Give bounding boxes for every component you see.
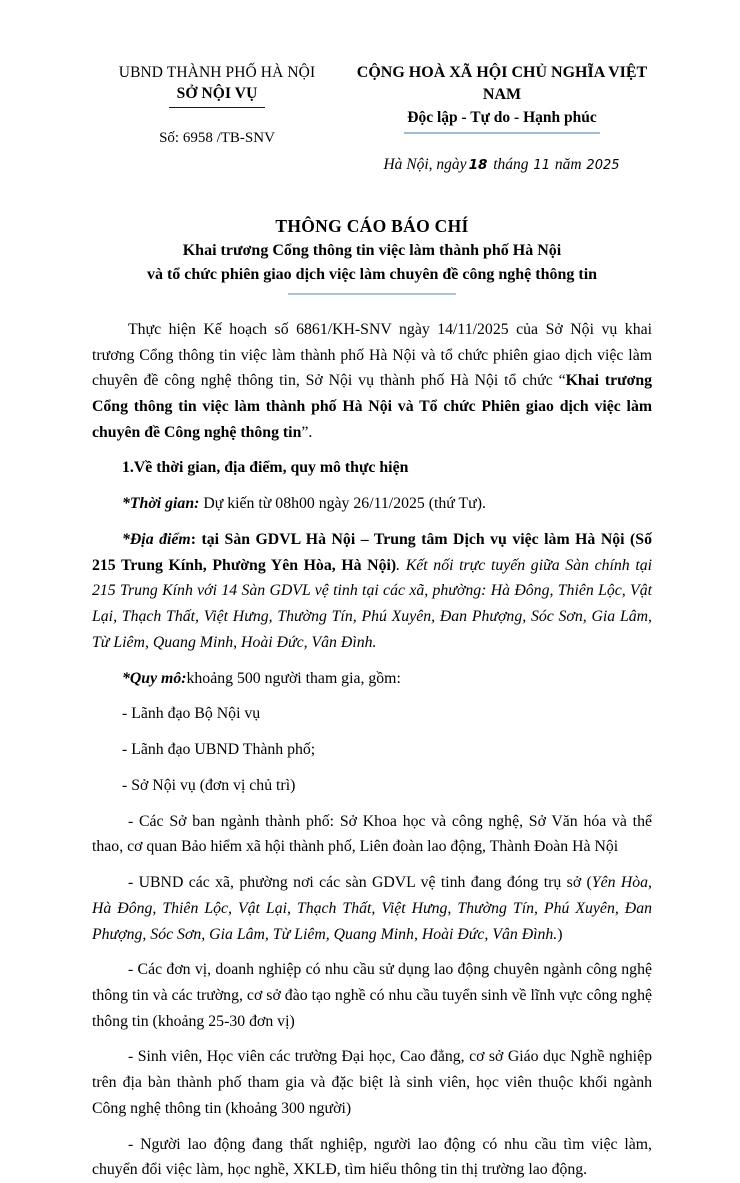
time-paragraph [92,491,652,517]
date-year: 2025 [586,157,620,173]
date-prefix: Hà Nội, ngày [383,155,467,173]
place-label: *Địa điểm [122,530,191,548]
time-label: *Thời gian: [122,495,200,513]
department-name: SỞ NỘI VỤ [176,85,258,103]
section-1-heading-text: 1.Về thời gian, địa điểm, quy mô thực hiện [122,459,409,477]
date-year-label: năm [554,155,582,173]
place-satellite-list: . Kết nối trực tuyến giữa Sàn chính tại 215 Trung Kính với 14 Sàn GDVL vệ tinh tại các xã, phường: Hà Đông, Thiên Lộc, Vật Lại, Thạch Thất, Việt Hưng, Thường Tín, Phú Xuyên, Đan Phượng, Sóc Sơn, Gia Lâm, Từ Liêm, Quang Minh, Hoài Đức, Vân Đình. [92,556,653,651]
participant-item-5 [92,870,652,947]
scale-paragraph [92,666,652,692]
participant-item-5-close: ) [557,925,563,943]
document-number: Số: 6958 /TB-SNV [159,130,275,147]
participant-item-8: - Người lao động đang thất nghiệp, người lao động có nhu cầu tìm việc làm, chuyển đổi việc làm, học nghề, XKLĐ, tìm hiểu thông tin thị trường lao động. [92,1135,652,1179]
date-day: 18 [468,156,488,173]
scale-label: *Quy mô: [122,669,187,687]
parent-authority-name: UBND THÀNH PHỐ HÀ NỘI [118,64,316,81]
motto-underline [404,132,600,134]
section-1-heading [92,455,652,481]
place-and-date [352,156,652,174]
title-subline-2: và tổ chức phiên giao dịch việc làm chuyên đề công nghệ thông tin [146,266,598,284]
time-value: Dự kiến từ 08h00 ngày 26/11/2025 (thứ Tư). [199,495,486,513]
page-title: THÔNG CÁO BÁO CHÍ [275,215,469,236]
title-subline-1: Khai trương Cổng thông tin việc làm thành phố Hà Nội [182,242,562,260]
participant-item-3: - Sở Nội vụ (đơn vị chủ trì) [122,776,296,794]
issuing-authority-block [92,62,342,147]
intro-text-part-2: ”. [301,423,313,441]
national-motto: Độc lập - Tự do - Hạnh phúc [407,108,597,126]
national-heading-block [352,62,652,174]
date-month: 11 [533,157,550,173]
participant-item-7: - Sinh viên, Học viên các trường Đại học, Cao đẳng, cơ sở Giáo dục Nghề nghiệp trên địa bàn thành phố tham gia và đặc biệt là sinh viên, học viên thuộc khối ngành Công nghệ thông tin (khoảng 300 người) [92,1048,652,1117]
participant-item-4: - Các Sở ban ngành thành phố: Sở Khoa học và công nghệ, Sở Văn hóa và thể thao, cơ quan Bảo hiểm xã hội thành phố, Liên đoàn lao động, Thành Đoàn Hà Nội [92,812,652,856]
intro-paragraph [92,317,652,446]
document-body [92,317,652,1183]
document-title-block [92,214,652,295]
scale-value: khoảng 500 người tham gia, gồm: [186,669,401,687]
intro-event-name: Khai trương Cổng thông tin việc làm thành phố Hà Nội và Tổ chức Phiên giao dịch việc làm chuyên đề Công nghệ thông tin [92,372,653,441]
document-header [92,62,652,174]
intro-text-part-1: Thực hiện Kế hoạch số 6861/KH-SNV ngày 14/11/2025 của Sở Nội vụ khai trương Cổng thông tin việc làm thành phố Hà Nội và tổ chức phiên giao dịch việc làm chuyên đề công nghệ thông tin, Sở Nội vụ thành phố Hà Nội tổ chức “ [92,320,652,390]
place-paragraph [92,527,652,656]
country-name: CỘNG HOÀ XÃ HỘI CHỦ NGHĨA VIỆT NAM [356,64,648,104]
participant-item-1: - Lãnh đạo Bộ Nội vụ [122,705,261,723]
participant-item-5-ward-list: Yên Hòa, Hà Đông, Thiên Lộc, Vật Lại, Thạch Thất, Việt Hưng, Thường Tín, Phú Xuyên, Đan Phượng, Sóc Sơn, Gia Lâm, Từ Liêm, Quang Minh, Hoài Đức, Vân Đình. [92,874,652,943]
department-underline [169,107,265,108]
place-address: : tại Sàn GDVL Hà Nội – Trung tâm Dịch vụ việc làm Hà Nội (Số 215 Trung Kính, Phường Yên Hòa, Hà Nội) [92,530,652,574]
participant-item-2: - Lãnh đạo UBND Thành phố; [122,741,316,759]
participant-item-6: - Các đơn vị, doanh nghiệp có nhu cầu sử dụng lao động chuyên ngành công nghệ thông tin và các trường, cơ sở đào tạo nghề có nhu cầu tuyển sinh về lĩnh vực công nghệ thông tin (khoảng 25-30 đơn vị) [92,961,652,1030]
date-month-label: tháng [493,155,529,173]
participant-item-5-text: - UBND các xã, phường nơi các sàn GDVL vệ tinh đang đóng trụ sở ( [128,874,592,892]
title-underline [288,293,456,295]
